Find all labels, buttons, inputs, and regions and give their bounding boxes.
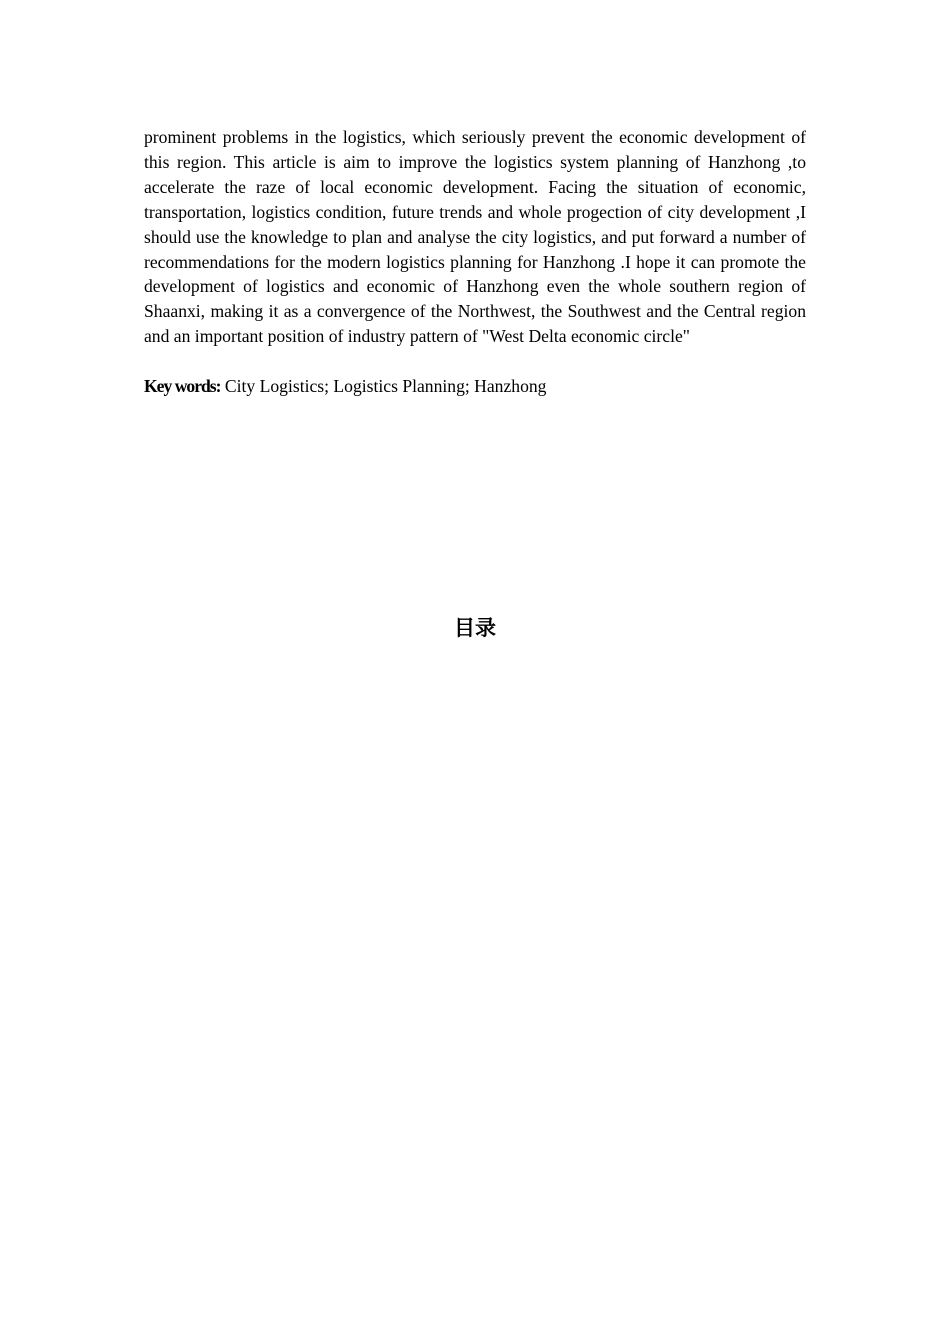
abstract-body-text: prominent problems in the logistics, which seriously prevent the economic development of this region. This article is aim to improve the logistics system planning of Hanzhong ,to accelerate the raze of local economic development. Facing the situation of economic, transportation, logistics condition, future trends and whole progection of city development ,I should use the knowledge to plan and analyse the city logistics, and put forward a number of recommendations for the modern logistics planning for Hanzhong .I hope it can promote the development of logistics and economic of Hanzhong even the whole southern region of Shaanxi, making it as a convergence of the Northwest, the Southwest and the Central region and an important position of industry pattern of "West Delta economic circle" (144, 127, 806, 347)
keywords-label: Key words: (144, 376, 221, 396)
keywords-value: City Logistics; Logistics Planning; Hanzhong (224, 376, 547, 396)
table-of-contents-heading: 目录 (454, 616, 496, 640)
keywords-line (144, 374, 806, 399)
